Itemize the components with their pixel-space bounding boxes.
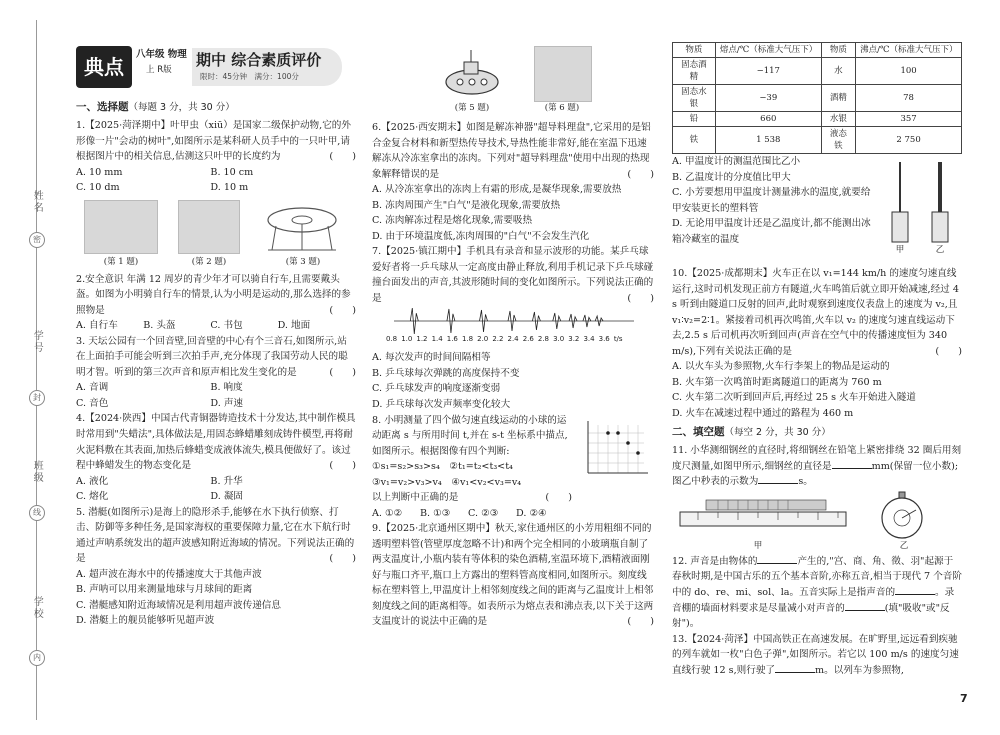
question-8-options: A. ①② B. ①③ C. ②③ D. ②④	[372, 507, 547, 519]
s-t-graph	[580, 417, 652, 481]
question-9: 9.【2025·北京通州区期中】秋天,家住通州区的小芳用粗细不同的透明塑料管(管壁厚度忽略不计)和两个完全相同的小玻璃瓶自制了两支温度计,小瓶内装有等体积的染色酒精,室温环境下,酒精液面刚好与瓶口齐平,瓶口上方露出的塑料管高度相同,如图所示。刻度线标在塑料管上,甲温度计上相邻刻度线之间的距离与乙温度计上相邻刻度线之间的距离相等。如表所示为熔点表和沸点表,以下关于这两支温度计的说法中正确的是 ( )	[372, 523, 654, 628]
figure-1-image	[84, 200, 158, 254]
waveform-plot	[394, 306, 640, 336]
question-8-prompt: 以上判断中正确的是 ( )	[372, 492, 572, 504]
class-label: 班级	[31, 460, 43, 484]
figure-5-submarine	[440, 46, 504, 102]
ruler-and-wire	[678, 496, 848, 532]
thermometers-figure	[884, 158, 960, 258]
answer-blank[interactable]	[757, 554, 797, 564]
axis-tick-label: 2.6	[522, 335, 534, 344]
student-id-label: 学号	[31, 330, 43, 354]
thermometer-label: 甲	[895, 245, 905, 255]
axis-tick-label: 3.2	[568, 335, 580, 344]
axis-tick-label: 1.4	[431, 335, 443, 344]
waveform-figure	[372, 306, 654, 350]
figures-row-top	[372, 44, 654, 120]
figure-caption: (第 6 题)	[544, 103, 580, 113]
exam-meta: 限时：45分钟 满分：100分	[200, 72, 299, 81]
stopwatch	[872, 490, 942, 540]
brand-logo: 典点	[76, 46, 132, 88]
question-8: 8. 小明测量了四个做匀速直线运动的小球的运动距离 s 与所用时间 t,并在 s-t 坐标系中描点,如图所示。根据图像有四个判断:	[372, 414, 568, 457]
seal-mark: 密	[29, 232, 45, 248]
section-heading: 二、填空题（每空 2 分，共 30 分）	[672, 426, 831, 439]
table-row: 固态酒精 −117 水 100	[673, 58, 962, 85]
axis-tick-label: 1.2	[416, 335, 428, 344]
table-header-row: 物质 熔点/℃（标准大气压下） 物质 沸点/℃（标准大气压下）	[673, 43, 962, 58]
question-3: 3. 天坛公园有一个回音壁,回音壁的中心有个三音石,如图所示,站在上面拍手可能会听到三次拍手声,充分体现了我国劳动人民的聪明才智。听到的第三次声音和原声相比发生变化的是 ( )	[76, 335, 356, 378]
page-title: 期中 综合素质评价	[196, 51, 322, 69]
section-heading: 一、选择题（每题 3 分，共 30 分）	[76, 101, 235, 113]
figures-row	[76, 196, 356, 272]
axis-tick-label: 2.2	[492, 335, 504, 344]
question-5-options: A. 超声波在海水中的传播速度大于其他声波 B. 声呐可以用来测量地球与月球间的距离 C. 潜艇感知附近海域情况是利用超声波传递信息 D. 潜艇上的舰员能够听见超声波	[76, 568, 281, 627]
thermometer-label: 乙	[935, 245, 945, 255]
question-4: 4.【2024·陕西】中国古代青铜器铸造技术十分发达,其中制作模具时常用到"失蜡法",具体做法是,用固态蜂蜡雕刻成铸件模型,再将耐火泥料敷在其表面,加热后蜂蜡变成液体流失,模具便做好了。该过程中蜂蜡发生的物态变化是 ( )	[76, 413, 356, 472]
question-2-options: A. 自行车 B. 头盔 C. 书包 D. 地面	[76, 320, 311, 332]
axis-tick-label: 3.4	[583, 335, 595, 344]
question-7-options: A. 每次发声的时间间隔相等 B. 乒乓球每次弹跳的高度保持不变 C. 乒乓球发声的响度逐渐变弱 D. 乒乓球每次发声频率变化较大	[372, 352, 520, 410]
name-label: 姓名	[31, 190, 43, 214]
question-8-statement: ①s₁=s₂>s₃>s₄ ②t₁=t₂<t₃<t₄	[372, 461, 513, 473]
figure-caption: (第 3 题)	[285, 256, 321, 267]
question-9-options: A. 甲温度计的测温范围比乙小 B. 乙温度计的分度值比甲大 C. 小芳要想用甲温度计测量沸水的温度,就要给甲安装更长的塑料管 D. 无论用甲温度计还是乙温度计,都不能测出冰箱冷藏室的温度	[672, 156, 871, 245]
question-9-options-block	[672, 154, 962, 266]
column-1	[76, 96, 356, 629]
answer-blank[interactable]	[895, 585, 935, 595]
figure-caption: (第 5 题)	[454, 103, 490, 113]
column-3	[672, 42, 962, 678]
question-3-options: A. 音调 B. 响度C. 音色 D. 声速	[76, 382, 244, 409]
question-7: 7.【2025·镇江期中】手机具有录音和显示波形的功能。某乒乓球爱好者将一乒乓球从一定高度由静止释放,利用手机记录下乒乓球碰撞台面发出的声音,其波形随时间的变化如图所示。下列说法正确的是 ( )	[372, 246, 654, 304]
question-6: 6.【2025·西安期末】如图是解冻神器"超导料理盘",它采用的是铝合金复合材料和新型热传导技术,导热性能非常好,能在室温下迅速解冻从冷冻室拿出的冻肉。下列对"超导料理盘"使用中出现的热现象解释错误的是 ( )	[372, 122, 654, 180]
grade-subject: 八年级 物理	[136, 49, 187, 60]
question-1-options: A. 10 mm B. 10 cmC. 10 dm D. 10 m	[76, 166, 254, 194]
table-row: 铅 660 水银 357	[673, 112, 962, 127]
column-2	[372, 44, 654, 630]
question-4-options: A. 液化 B. 升华C. 熔化 D. 凝固	[76, 475, 244, 503]
table-row: 铁 1 538 液态铁 2 750	[673, 127, 962, 154]
axis-tick-label: 2.0	[477, 335, 489, 344]
answer-blank[interactable]	[845, 601, 885, 611]
axis-tick-label: 3.6	[598, 335, 610, 344]
table-row: 固态水银 −39 酒精 78	[673, 85, 962, 112]
question-12: 12. 声音是由物体的 产生的,"宫、商、角、徵、羽"起源于春秋时期,是中国古乐的五个基本音阶,亦称五音,相当于现代 7 个音阶中的 do、re、mi、sol、la。五音实际上是指声音的 。录音棚的墙面材料要求是尽量减小对声音的 (填"吸收"或"反射")。	[672, 555, 962, 630]
question-8-statement: ③v₁=v₂>v₃>v₄ ④v₁<v₂<v₃=v₄	[372, 476, 522, 488]
figure-caption: (第 2 题)	[191, 256, 227, 267]
axis-tick-label: 3.0	[553, 335, 565, 344]
question-10: 10.【2025·成都期末】火车正在以 v₁=144 km/h 的速度匀速直线运行,这时司机发现正前方有隧道,火车鸣笛后就立即开始减速,经过 4 s 听到由隧道口反射的回声,此时观察到速度仪表盘上的速度为 v₂,且 v₁∶v₂=2∶1。紧接着司机再次鸣笛,火车以 v₂ 的速度匀速直线运动下去,2.5 s 后司机再次听到回声(声音在空气中的传播速度恒为 340 m/s),下列有关说法正确的是 ( )	[672, 268, 962, 357]
question-2: 2.安全意识 年满 12 周岁的青少年才可以骑自行车,且需要戴头盔。如图为小明骑自行车的情景,认为小明是运动的,那么选择的参照物是 ( )	[76, 273, 356, 316]
question-8-block	[372, 413, 654, 522]
axis-tick-label: 1.6	[446, 335, 458, 344]
header-banner	[76, 44, 344, 94]
axis-tick-label: 2.4	[507, 335, 519, 344]
figure-6-image	[534, 46, 592, 102]
figure-label: 甲	[753, 540, 763, 551]
axis-tick-label: 1.0	[401, 335, 413, 344]
seal-mark: 内	[29, 650, 45, 666]
axis-tick-label: 0.8	[386, 335, 398, 344]
school-label: 学校	[31, 596, 43, 620]
seal-mark: 线	[29, 505, 45, 521]
question-13: 13.【2024·菏泽】中国高铁正在高速发展。在旷野里,远远看到疾驰的列车就如一枚"白色子弹",如图所示。若它以 100 m/s 的速度匀速直线行驶 12 s,则行驶了 m。以列车为参照物,	[672, 633, 959, 676]
answer-blank[interactable]	[758, 474, 798, 484]
page-number: 7	[960, 692, 968, 705]
question-5: 5. 潜艇(如图所示)是海上的隐形杀手,能够在水下执行侦察、打击、防御等多种任务,是国家海权的重要保障力量,它在水下航行时通过声呐系统发出的超声波感知附近海域的情况。下列说法正确的是 ( )	[76, 506, 356, 565]
figure-3-drawing	[262, 198, 342, 254]
axis-tick-label: 1.8	[461, 335, 474, 344]
question-10-options: A. 以火车头为参照物,火车行李架上的物品是运动的 B. 火车第一次鸣笛时距离隧道口的距离为 760 m C. 火车第二次听到回声后,再经过 25 s 火车开始进入隧道 D. 火车在减速过程中通过的路程为 460 m	[672, 361, 916, 419]
edition: 上 R版	[146, 65, 172, 75]
answer-blank[interactable]	[832, 459, 872, 469]
figure-label: 乙	[899, 540, 909, 551]
melting-boiling-table	[672, 42, 962, 154]
seal-mark: 封	[29, 390, 45, 406]
question-11: 11. 小华测细钢丝的直径时,将细钢丝在铅笔上紧密排绕 32 圈后用刻度尺测量,如图甲所示,细钢丝的直径是 mm(保留一位小数);图乙中秒表的示数为 s。	[672, 445, 962, 488]
question-6-options: A. 从冷冻室拿出的冻肉上有霜的形成,是凝华现象,需要放热 B. 冻肉周围产生"白气"是液化现象,需要放热 C. 冻肉解冻过程是熔化现象,需要吸热 D. 由于环境温度低,冻肉周围的"白气"不会发生汽化	[372, 184, 622, 242]
figure-caption: (第 1 题)	[103, 256, 139, 267]
binding-strip	[0, 0, 70, 735]
question-11-figure	[672, 490, 962, 554]
waveform-axis	[386, 334, 648, 345]
axis-tick-label: t/s	[613, 335, 623, 344]
answer-blank[interactable]	[775, 663, 815, 673]
axis-tick-label: 2.8	[537, 335, 550, 344]
figure-2-image	[178, 200, 240, 254]
question-1: 1.【2025·菏泽期中】叶甲虫（xiū）是国家二级保护动物,它的外形像一片"会动的树叶",如图所示是某科研人员手中的一只叶甲,请根据图片中的相关信息,估测这只叶甲的长度约为 ( )	[76, 120, 356, 163]
